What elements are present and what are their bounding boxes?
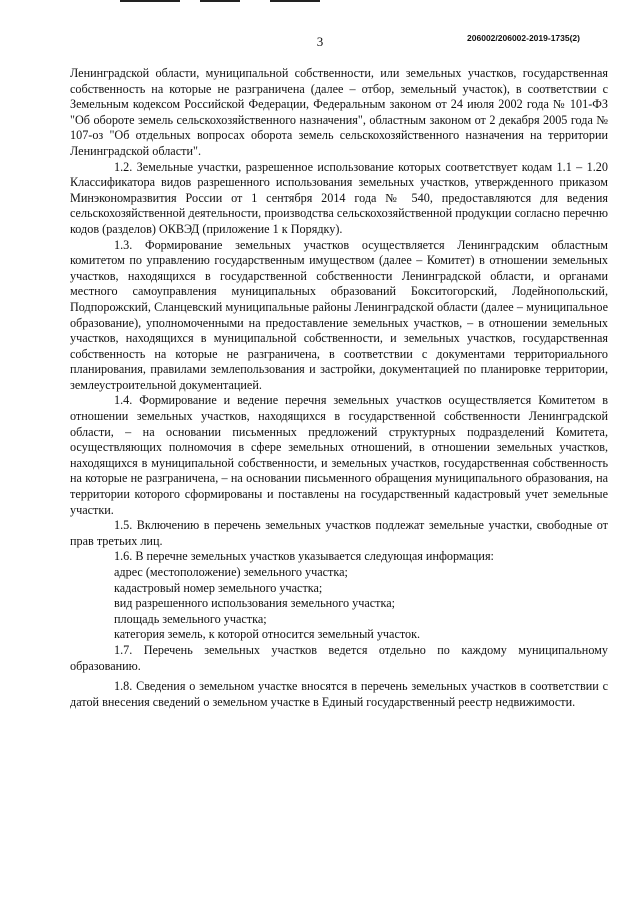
paragraph-continuation: Ленинградской области, муниципальной собственности, или земельных участков, государственная собственность на которые не разграничена (далее – отбор, земельный участок), в соответствии с Земельным кодексом Российской Федерации, Федеральным законом от 24 июля 2002 года № 101-ФЗ "Об обороте земель сельскохозяйственного назначения", областным законом от 2 декабря 2005 года № 107-оз "Об отдельных вопросах оборота земель сельскохозяйственного назначения на территории Ленинградской области".: [70, 66, 608, 158]
paragraph-1-2: 1.2. Земельные участки, разрешенное использование которых соответствует кодам 1.1 – 1.20 Классификатора видов разрешенного использования земельных участков, утвержденного приказом Минэкономразвития России от 1 сентября 2014 года № 540, предоставляются для ведения сельскохозяйственной деятельности, производства сельскохозяйственной продукции согласно перечню кодов (разделов) ОКВЭД (приложение 1 к Порядку).: [70, 159, 608, 236]
paragraph-1-4: 1.4. Формирование и ведение перечня земельных участков осуществляется Комитетом в отношении земельных участков, находящихся в государственной собственности Ленинградской области, – на основании письменных предложений структурных подразделений Комитета, осуществляющих полномочия в сфере земельных отношений, в отношении земельных участков, находящихся в муниципальной собственности, и земельных участков, государственная собственность на которые не разграничена, – на основании письменного обращения муниципального образования, на территории которого сформированы и поставлены на государственный кадастровый учет земельные участки.: [70, 393, 608, 517]
document-body: [70, 66, 608, 710]
scan-top-marks: [120, 0, 320, 2]
paragraph-1-8: 1.8. Сведения о земельном участке вносятся в перечень земельных участков в соответствии с датой внесения сведений о земельном участке в Единый государственный реестр недвижимости.: [70, 679, 608, 709]
list-item: адрес (местоположение) земельного участка;: [114, 565, 348, 579]
list-item: категория земель, к которой относится земельный участок.: [114, 627, 421, 642]
paragraph-1-6: 1.6. В перечне земельных участков указывается следующая информация:: [114, 549, 494, 564]
paragraph-1-5: 1.5. Включению в перечень земельных участков подлежат земельные участки, свободные от прав третьих лиц.: [70, 518, 608, 548]
list-item: кадастровый номер земельного участка;: [114, 580, 323, 595]
paragraph-1-3: 1.3. Формирование земельных участков осуществляется Ленинградским областным комитетом по управлению государственным имуществом (далее – Комитет) в отношении земельных участков, находящихся в государственной собственности Ленинградской области, и органами местного самоуправления муниципальных образований Бокситогорский, Лодейнопольский, Подпорожский, Сланцевский муниципальные районы Ленинградской области (далее – муниципальное образование), уполномоченными на предоставление земельных участков, – в отношении земельных участков, находящихся в муниципальной собственности, и земельных участков, государственная собственность на которые не разграничена, в соответствии с документами территориального планирования, правилами землепользования и застройки, документацией по планировке территории, землеустроительной документацией.: [70, 237, 608, 392]
document-code: 206002/206002-2019-1735(2): [467, 33, 580, 43]
list-item: площадь земельного участка;: [114, 611, 267, 626]
page-number: 3: [316, 34, 324, 49]
list-item: вид разрешенного использования земельного участка;: [114, 596, 396, 611]
paragraph-1-7: 1.7. Перечень земельных участков ведется отдельно по каждому муниципальному образованию.: [70, 642, 608, 673]
